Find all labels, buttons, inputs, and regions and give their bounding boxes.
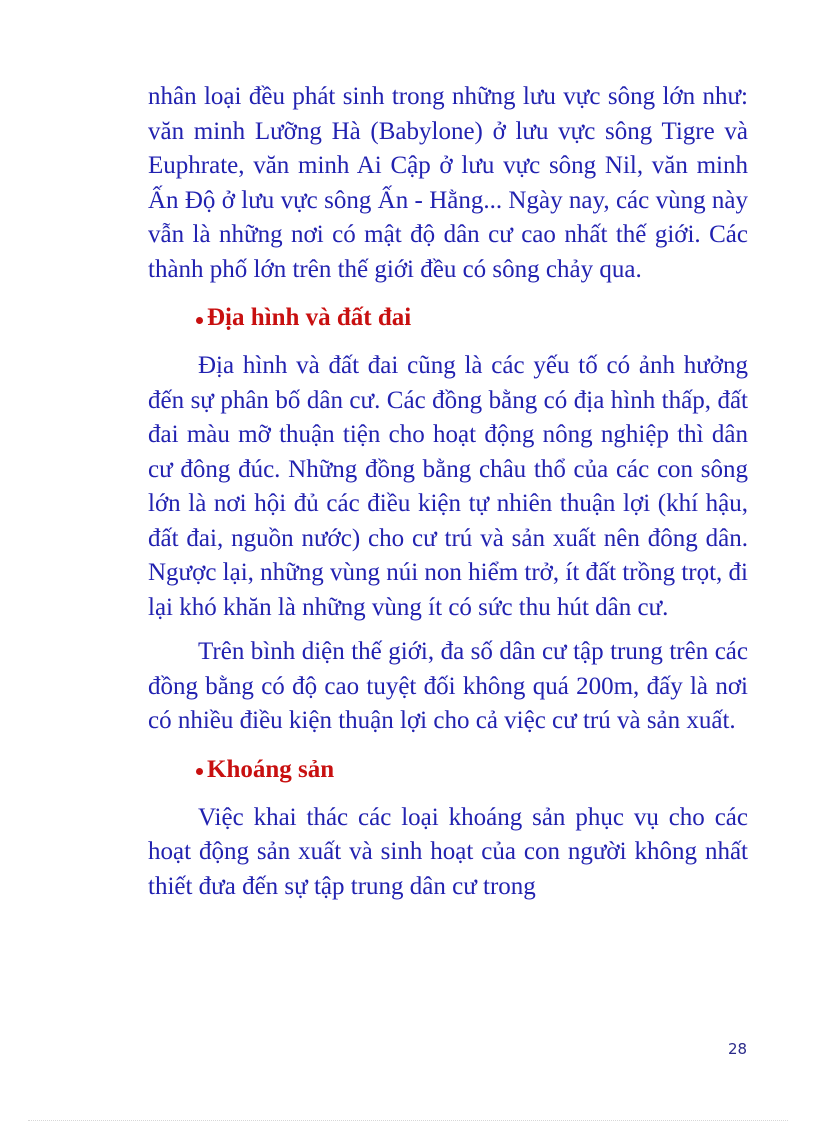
section-heading-terrain-text: Địa hình và đất đai — [207, 304, 412, 331]
page-number: 28 — [728, 1040, 748, 1058]
section-heading-terrain — [148, 301, 748, 335]
section-heading-minerals-text: Khoáng sản — [207, 755, 335, 783]
paragraph-minerals: Việc khai thác các loại khoáng sản phục vụ cho các hoạt động sản xuất và sinh hoạt của con người không nhất thiết đưa đến sự tập trung dân cư trong — [148, 803, 748, 900]
paragraph-world-plains: Trên bình diện thế giới, đa số dân cư tập trung trên các đồng bằng có độ cao tuyệt đối không quá 200m, đấy là nơi có nhiều điều kiện thuận lợi cho cả việc cư trú và sản xuất. — [148, 638, 748, 734]
paragraph-civilizations-rivers: nhân loại đều phát sinh trong những lưu vực sông lớn như: văn minh Lưỡng Hà (Babylone) ở lưu vực sông Tigre và Euphrate, văn minh Ai Cập ở lưu vực sông Nil, văn minh Ấn Độ ở lưu vực sông Ấn - Hằng... Ngày nay, các vùng này vẫn là những nơi có mật độ dân cư cao nhất thế giới. Các thành phố lớn trên thế giới đều có sông chảy qua. — [148, 83, 748, 283]
bullet-icon — [196, 768, 203, 775]
paragraph-terrain-land: Địa hình và đất đai cũng là các yếu tố có ảnh hưởng đến sự phân bố dân cư. Các đồng bằng có địa hình thấp, đất đai màu mỡ thuận tiện cho hoạt động nông nghiệp thì dân cư đông đúc. Những đồng bằng châu thổ của các con sông lớn là nơi hội đủ các điều kiện tự nhiên thuận lợi (khí hậu, đất đai, nguồn nước) cho cư trú và sản xuất nên đông dân. Ngược lại, những vùng núi non hiểm trở, ít đất trồng trọt, đi lại khó khăn là những vùng ít có sức thu hút dân cư. — [148, 352, 748, 621]
bullet-icon — [196, 317, 203, 324]
section-heading-minerals — [148, 753, 748, 787]
footer-divider — [28, 1120, 788, 1121]
page-body — [148, 80, 748, 904]
